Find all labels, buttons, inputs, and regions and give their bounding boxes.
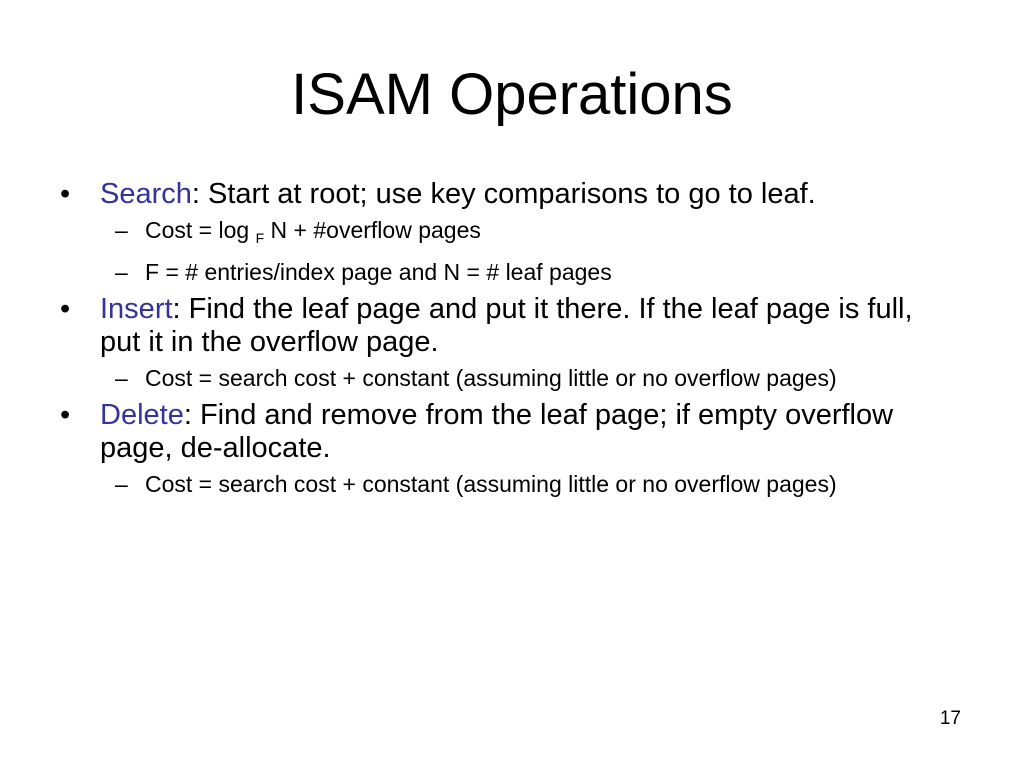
bullet-dot-icon: •: [60, 399, 71, 431]
sub-bullet-item: [60, 217, 960, 251]
dash-icon: –: [115, 365, 128, 391]
dash-icon: –: [115, 259, 128, 285]
dash-icon: –: [115, 471, 128, 497]
bullet-dot-icon: •: [60, 293, 71, 325]
bullet-dot-icon: •: [60, 178, 71, 210]
bullet-text: : Find and remove from the leaf page; if empty overflow page, de-allocate.: [100, 399, 894, 464]
sub-bullet-text: F = # entries/index page and N = # leaf pages: [145, 259, 612, 285]
bullet-keyword: Delete: [100, 399, 184, 431]
bullet-keyword: Search: [100, 178, 192, 210]
bullet-item: [60, 178, 960, 211]
bullet-search: [60, 178, 960, 285]
sub-bullet-item: [60, 259, 960, 285]
sub-bullet-text-a: Cost = log: [145, 217, 256, 243]
bullet-item: [60, 293, 960, 359]
sub-bullet-text-b: N + #overflow pages: [264, 217, 481, 243]
bullet-insert: [60, 293, 960, 391]
sub-bullet-item: [60, 365, 960, 391]
bullet-keyword: Insert: [100, 293, 173, 325]
sub-bullet-item: [60, 471, 960, 497]
sub-bullet-text: Cost = search cost + constant (assuming little or no overflow pages): [145, 471, 837, 497]
bullet-text: : Find the leaf page and put it there. If the leaf page is full, put it in the overflow page.: [100, 293, 913, 358]
bullet-item: [60, 399, 960, 465]
slide-title: ISAM Operations: [291, 62, 733, 127]
slide-content: [60, 178, 960, 505]
bullet-text: : Start at root; use key comparisons to go to leaf.: [191, 178, 816, 210]
bullet-delete: [60, 399, 960, 497]
subscript: F: [255, 230, 265, 246]
slide-number: 17: [939, 708, 961, 729]
dash-icon: –: [115, 217, 128, 243]
sub-bullet-text: Cost = search cost + constant (assuming little or no overflow pages): [145, 365, 837, 391]
